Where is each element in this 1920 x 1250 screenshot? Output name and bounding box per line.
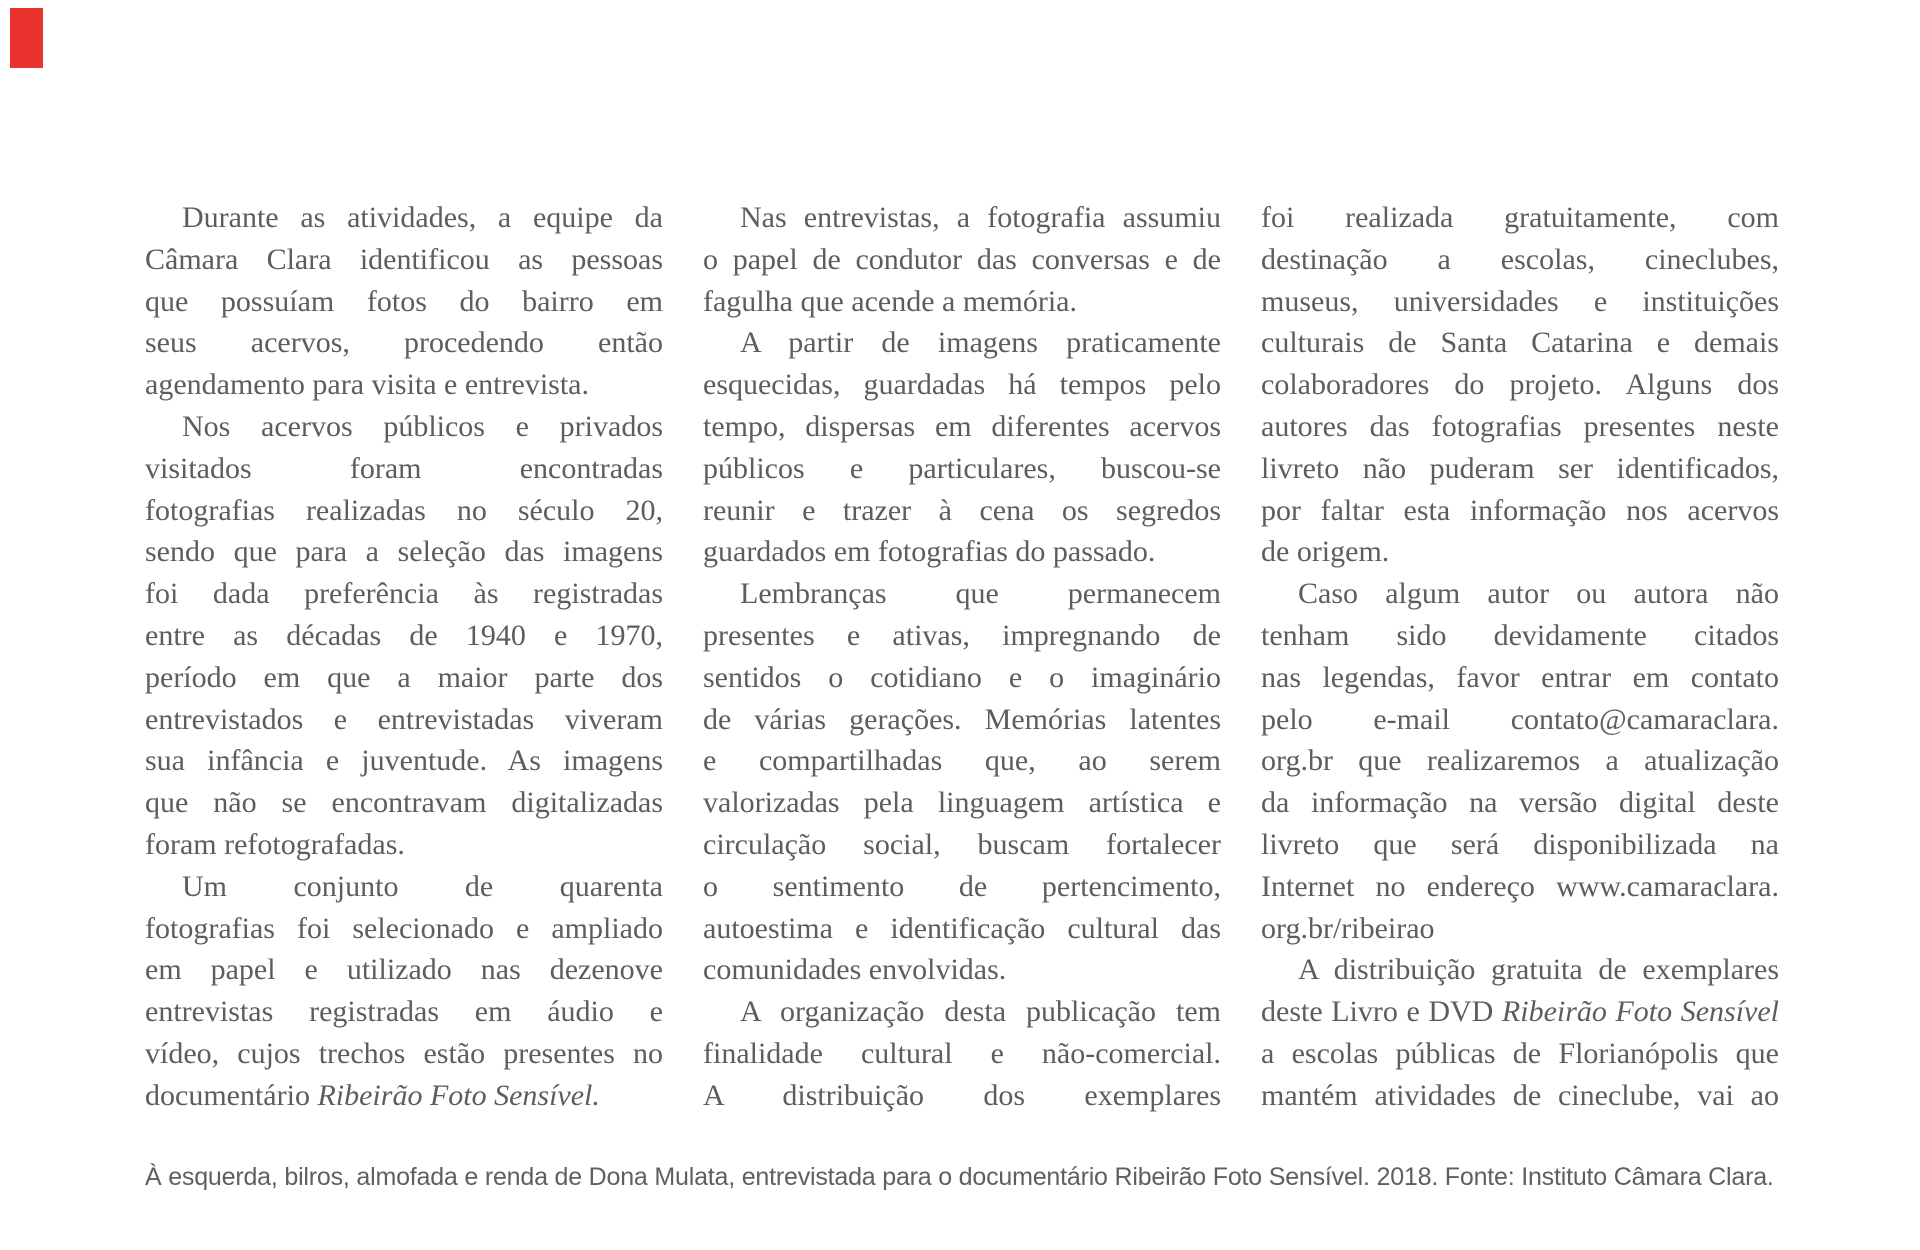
text-line: comunidades envolvidas. — [703, 953, 1007, 987]
text-line: Nos acervos públicos e privados — [182, 409, 663, 443]
photo-caption: À esquerda, bilros, almofada e renda de Dona Mulata, entrevistada para o documentário Ribeirão Foto Sensível. 2018. Fonte: Instituto Câmara Clara. — [145, 1163, 1774, 1191]
text-line: finalidade cultural e não-comercial. — [703, 1036, 1221, 1070]
text-column — [145, 197, 663, 1117]
text-line: que possuíam fotos do bairro em — [145, 284, 663, 318]
text-line: A distribuição gratuita de exemplares — [1298, 953, 1779, 987]
text-line: livreto não puderam ser identificados, — [1261, 451, 1779, 485]
text-line: de origem. — [1261, 535, 1390, 569]
text-line: autoestima e identificação cultural das — [703, 911, 1221, 945]
text-line: visitados foram encontradas — [145, 451, 663, 485]
red-corner-mark — [10, 8, 43, 68]
text-line: guardados em fotografias do passado. — [703, 535, 1156, 569]
text-line: culturais de Santa Catarina e demais — [1261, 326, 1779, 360]
text-line: Nas entrevistas, a fotografia assumiu — [740, 201, 1221, 234]
text-line: vídeo, cujos trechos estão presentes no — [145, 1036, 663, 1070]
text-line: pelo e-mail contato@camaraclara. — [1261, 702, 1779, 736]
text-line: seus acervos, procedendo então — [145, 326, 663, 360]
text-line: presentes e ativas, impregnando de — [703, 618, 1221, 652]
text-line: foram refotografadas. — [145, 827, 405, 861]
text-line: mantém atividades de cineclube, vai ao — [1261, 1078, 1779, 1112]
text-line: sentidos o cotidiano e o imaginário — [703, 660, 1221, 694]
italic-title: Ribeirão Foto Sensível — [1501, 995, 1779, 1029]
text-line: A organização desta publicação tem — [740, 995, 1221, 1029]
text-line: entrevistas registradas em áudio e — [145, 995, 663, 1029]
text-column — [703, 197, 1221, 1117]
text-line: sua infância e juventude. As imagens — [145, 744, 663, 778]
text-line: entrevistados e entrevistadas viveram — [145, 702, 663, 736]
text-line: agendamento para visita e entrevista. — [145, 368, 589, 402]
text-line: destinação a escolas, cineclubes, — [1261, 242, 1779, 276]
text-line: fagulha que acende a memória. — [703, 284, 1077, 318]
text-line: museus, universidades e instituições — [1261, 284, 1779, 318]
text-line: documentário Ribeirão Foto Sensível. — [145, 1078, 600, 1112]
text-line: fotografias realizadas no século 20, — [145, 493, 663, 527]
text-line: deste Livro e DVD Ribeirão Foto Sensível — [1261, 995, 1779, 1029]
text-line: tempo, dispersas em diferentes acervos — [703, 409, 1221, 443]
text-line: tenham sido devidamente citados — [1261, 618, 1779, 652]
text-line: que não se encontravam digitalizadas — [145, 786, 663, 820]
text-line: foi dada preferência às registradas — [145, 577, 663, 611]
text-line: fotografias foi selecionado e ampliado — [145, 911, 663, 945]
text-line: autores das fotografias presentes neste — [1261, 409, 1779, 443]
text-line: org.br/ribeirao — [1261, 911, 1435, 945]
text-line: Lembranças que permanecem — [740, 577, 1221, 611]
text-line: circulação social, buscam fortalecer — [703, 827, 1221, 861]
text-line: Câmara Clara identificou as pessoas — [145, 242, 663, 276]
text-line: valorizadas pela linguagem artística e — [703, 786, 1221, 820]
text-line: Caso algum autor ou autora não — [1298, 577, 1779, 611]
text-line: a escolas públicas de Florianópolis que — [1261, 1036, 1779, 1070]
text-line: sendo que para a seleção das imagens — [145, 535, 663, 569]
text-line: Um conjunto de quarenta — [182, 869, 663, 903]
text-line: foi realizada gratuitamente, com — [1261, 201, 1779, 234]
text-line: org.br que realizaremos a atualização — [1261, 744, 1779, 778]
text-line: período em que a maior parte dos — [145, 660, 663, 694]
text-column — [1261, 197, 1779, 1117]
text-line: A partir de imagens praticamente — [740, 326, 1221, 360]
text-line: nas legendas, favor entrar em contato — [1261, 660, 1779, 694]
text-columns — [145, 197, 1779, 1117]
text-line: de várias gerações. Memórias latentes — [703, 702, 1221, 736]
text-line: Durante as atividades, a equipe da — [182, 201, 663, 234]
text-line: Internet no endereço www.camaraclara. — [1261, 869, 1779, 903]
italic-title: Ribeirão Foto Sensível. — [317, 1078, 600, 1112]
text-line: entre as décadas de 1940 e 1970, — [145, 618, 663, 652]
text-line: A distribuição dos exemplares — [703, 1078, 1221, 1112]
text-line: colaboradores do projeto. Alguns dos — [1261, 368, 1779, 402]
text-line: públicos e particulares, buscou-se — [703, 451, 1221, 485]
text-line: e compartilhadas que, ao serem — [703, 744, 1221, 778]
text-line: o papel de condutor das conversas e de — [703, 242, 1221, 276]
text-line: por faltar esta informação nos acervos — [1261, 493, 1779, 527]
text-line: da informação na versão digital deste — [1261, 786, 1779, 820]
text-line: reunir e trazer à cena os segredos — [703, 493, 1221, 527]
text-line: o sentimento de pertencimento, — [703, 869, 1221, 903]
text-line: esquecidas, guardadas há tempos pelo — [703, 368, 1221, 402]
text-line: livreto que será disponibilizada na — [1261, 827, 1779, 861]
text-line: em papel e utilizado nas dezenove — [145, 953, 663, 987]
